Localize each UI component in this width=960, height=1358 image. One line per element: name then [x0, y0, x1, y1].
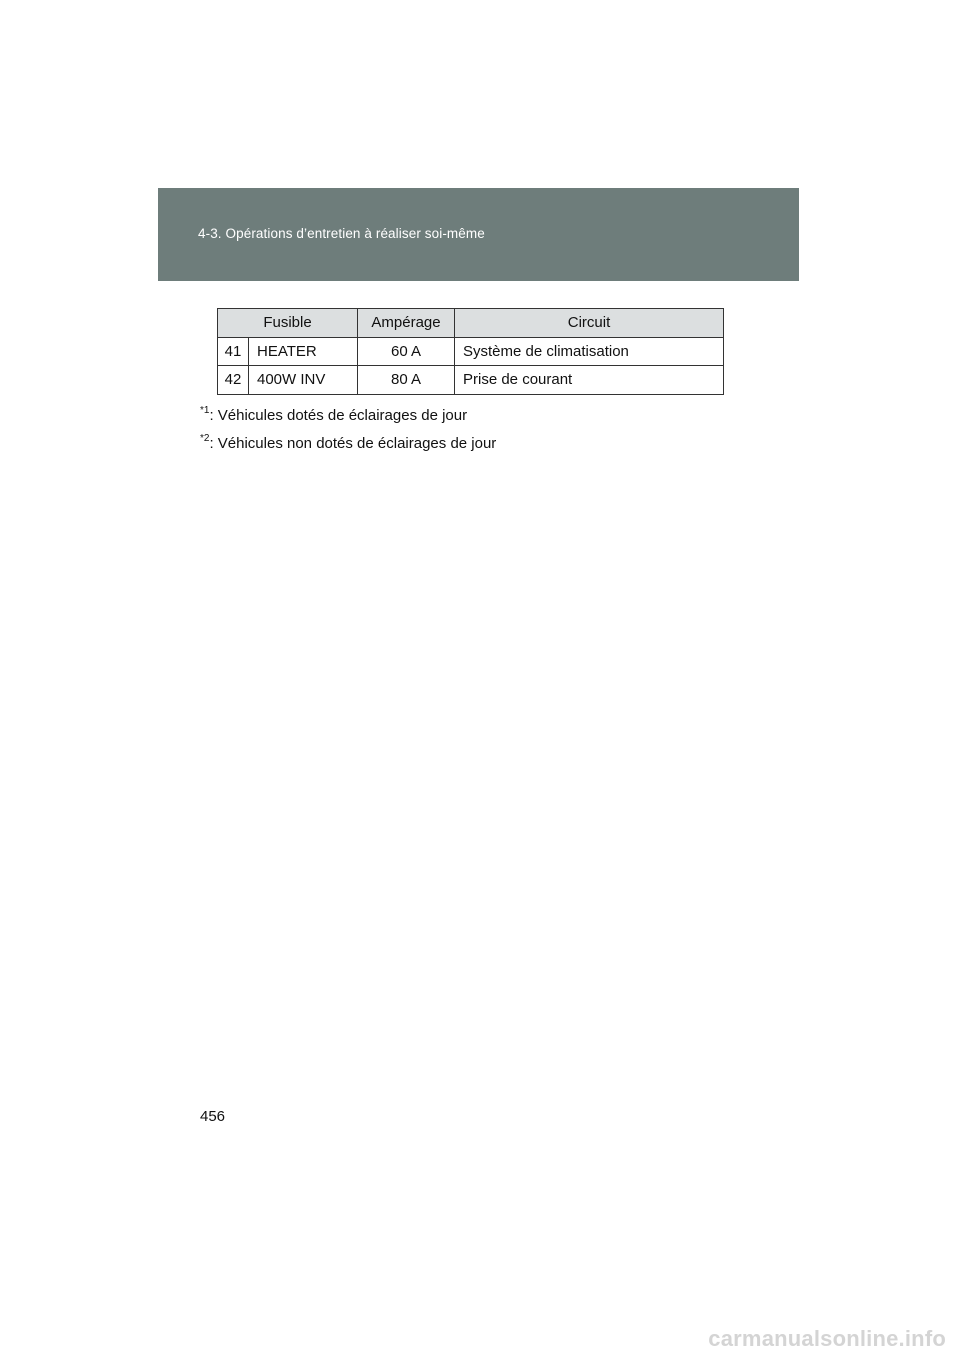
watermark: carmanualsonline.info	[708, 1326, 946, 1351]
fuse-amperage: 80 A	[358, 366, 455, 395]
footnote-text: : Véhicules dotés de éclairages de jour	[209, 407, 468, 424]
header-amperage: Ampérage	[358, 309, 455, 338]
footnote-marker: *1	[200, 405, 210, 416]
section-title: 4-3. Opérations d’entretien à réaliser soi-même	[198, 226, 485, 241]
table-row	[218, 337, 724, 366]
fuse-circuit: Prise de courant	[455, 366, 724, 395]
table-row	[218, 366, 724, 395]
header-circuit: Circuit	[455, 309, 724, 338]
table-header-row	[218, 309, 724, 338]
section-header-band	[158, 188, 799, 281]
fuse-number: 42	[218, 366, 249, 395]
fuse-name: HEATER	[249, 337, 358, 366]
fuse-circuit: Système de climatisation	[455, 337, 724, 366]
fuse-number: 41	[218, 337, 249, 366]
fuse-amperage: 60 A	[358, 337, 455, 366]
footnote-marker: *2	[200, 433, 210, 444]
fuse-name: 400W INV	[249, 366, 358, 395]
fuse-table	[217, 308, 724, 395]
page-number: 456	[200, 1108, 226, 1125]
footnote-2	[200, 434, 496, 452]
header-fuse: Fusible	[218, 309, 358, 338]
footnote-text: : Véhicules non dotés de éclairages de jour	[209, 435, 497, 452]
footnote-1	[200, 406, 467, 424]
